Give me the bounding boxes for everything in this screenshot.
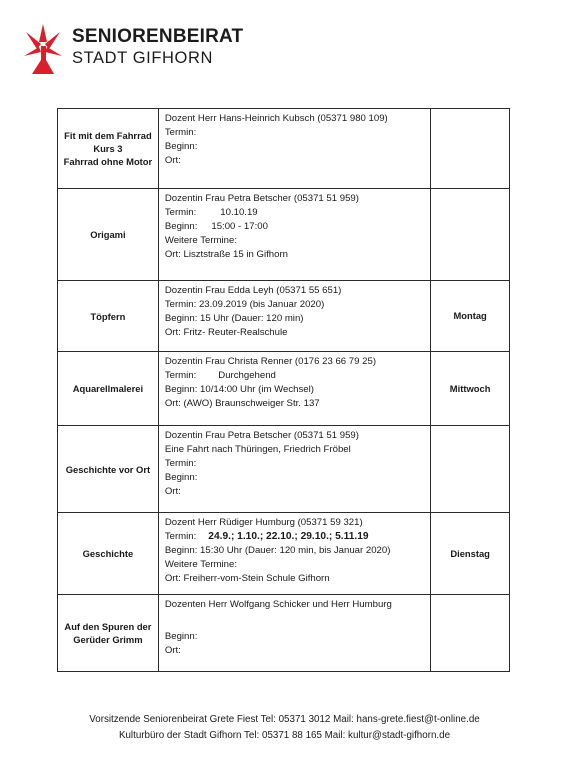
brand-subtitle: STADT GIFHORN: [72, 49, 214, 67]
course-day: [431, 109, 510, 189]
table-row: [58, 426, 510, 513]
course-details: Dozentin Frau Christa Renner (0176 23 66 79 25) Termin: Durchgehend Beginn: 10/14:00 Uhr (im Wechsel) Ort: (AWO) Braunschweiger Str. 137: [158, 352, 430, 426]
course-name: Auf den Spuren der Gerüder Grimm: [58, 595, 159, 672]
brand-header: [72, 26, 243, 68]
course-details: Dozentin Frau Petra Betscher (05371 51 959) Eine Fahrt nach Thüringen, Friedrich Fröbel Termin: Beginn: Ort:: [158, 426, 430, 513]
course-day: [431, 189, 510, 281]
brand-title: SENIORENBEIRAT: [72, 26, 244, 47]
course-day: Montag: [431, 281, 510, 352]
course-details: Dozentin Frau Edda Leyh (05371 55 651) Termin: 23.09.2019 (bis Januar 2020) Beginn: 15 Uhr (Dauer: 120 min) Ort: Fritz- Reuter-Realschule: [158, 281, 430, 352]
course-name: Geschichte: [58, 513, 159, 595]
seniorenbeirat-logo-icon: [20, 20, 66, 76]
footer-line-seniorenbeirat: Vorsitzende Seniorenbeirat Grete Fiest Tel: 05371 3012 Mail: hans-grete.fiest@t-online.de: [89, 714, 480, 725]
course-name: Fit mit dem Fahrrad Kurs 3 Fahrrad ohne Motor: [58, 109, 159, 189]
table-row: [58, 281, 510, 352]
table-row: [58, 513, 510, 595]
course-day: [431, 426, 510, 513]
course-name: Geschichte vor Ort: [58, 426, 159, 513]
course-details: Dozentin Frau Petra Betscher (05371 51 959) Termin: 10.10.19 Beginn: 15:00 - 17:00 Weitere Termine: Ort: Lisztstraße 15 in Gifhorn: [158, 189, 430, 281]
course-details: Dozent Herr Hans-Heinrich Kubsch (05371 980 109) Termin: Beginn: Ort:: [158, 109, 430, 189]
course-table: [57, 108, 510, 672]
table-row: [58, 352, 510, 426]
course-day: Mittwoch: [431, 352, 510, 426]
footer-contact: [0, 712, 569, 744]
course-name: Töpfern: [58, 281, 159, 352]
course-name: Aquarellmalerei: [58, 352, 159, 426]
course-name: Origami: [58, 189, 159, 281]
table-row: [58, 595, 510, 672]
course-details: Dozent Herr Rüdiger Humburg (05371 59 321) Termin: 24.9.; 1.10.; 22.10.; 29.10.; 5.11.19 Beginn: 15:30 Uhr (Dauer: 120 min, bis Januar 2020) Weitere Termine: Ort: Freiherr-vom-Stein Schule Gifhorn: [158, 513, 430, 595]
footer-line-kulturbuero: Kulturbüro der Stadt Gifhorn Tel: 05371 88 165 Mail: kultur@stadt-gifhorn.de: [118, 730, 451, 741]
course-details: Dozenten Herr Wolfgang Schicker und Herr Humburg Beginn: Ort:: [158, 595, 430, 672]
table-row: [58, 109, 510, 189]
course-day: [431, 595, 510, 672]
course-day: Dienstag: [431, 513, 510, 595]
table-row: [58, 189, 510, 281]
